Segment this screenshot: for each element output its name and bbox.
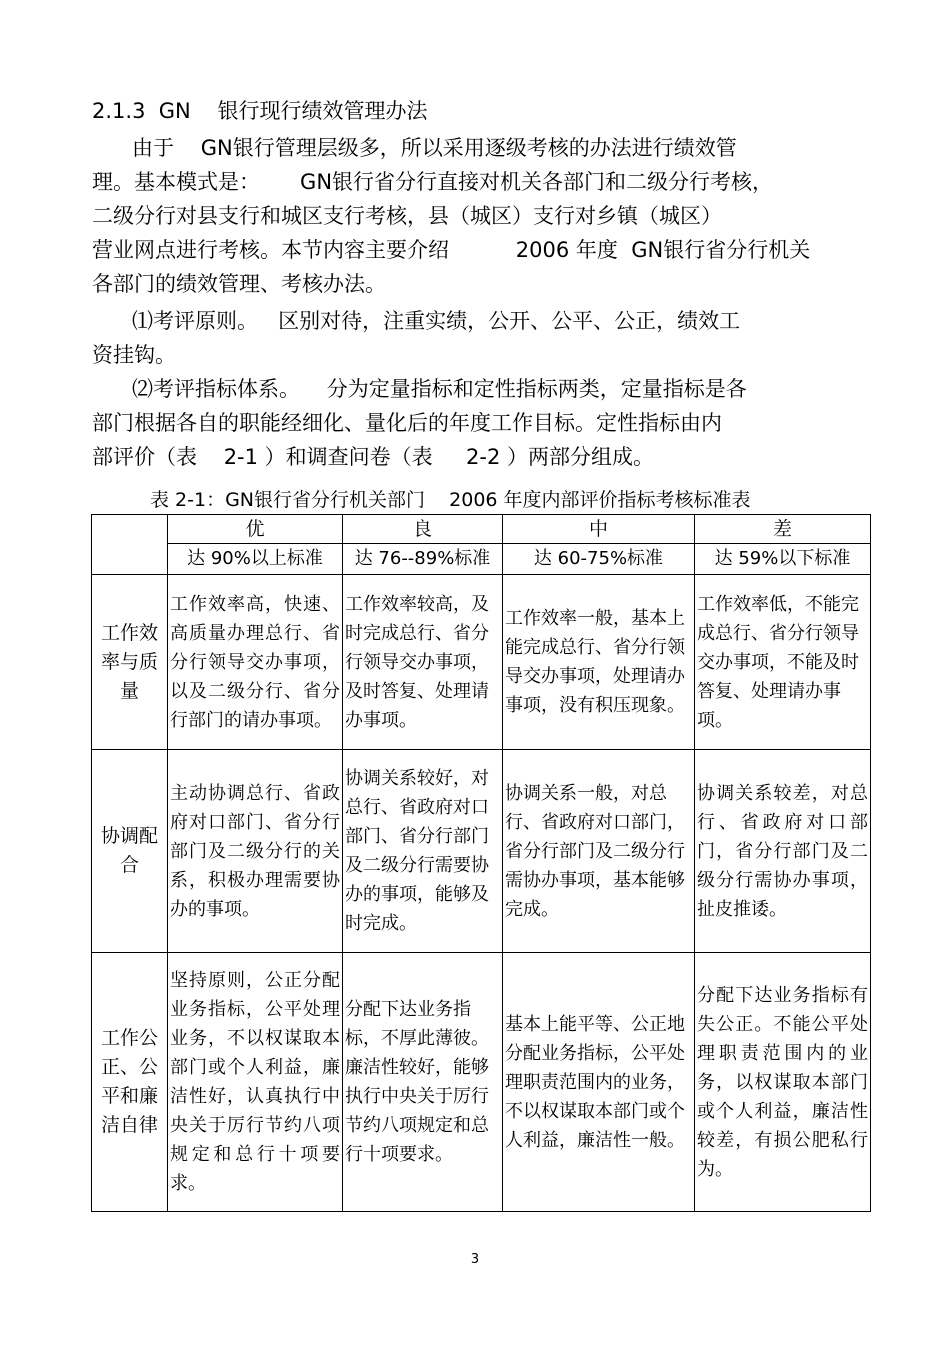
indicator-line: 部评价（表 2-1 ）和调查问卷（表 2-2 ）两部分组成。 (92, 445, 655, 469)
indicator-line: 部门根据各自的职能经细化、量化后的年度工作目标。定性指标由内 (92, 411, 722, 435)
row-label: 工作公正、公平和廉洁自律 (92, 953, 168, 1212)
principle-paragraph (92, 304, 852, 372)
principle-line: ⑴考评原则。 区别对待，注重实绩，公开、公平、公正，绩效工 (92, 309, 741, 333)
standard-header: 达 76--89%标准 (343, 544, 503, 575)
standard-header-row (92, 544, 871, 575)
row-label: 工作效率与质量 (92, 575, 168, 750)
intro-line: 理。基本模式是： GN银行省分行直接对机关各部门和二级分行考核， (92, 170, 774, 194)
table-cell: 分配下达业务指标有失公正。不能公平处理职责范围内的业务，以权谋取本部门或个人利益，廉洁性较差，有损公肥私行为。 (695, 953, 871, 1212)
grade-header: 良 (343, 515, 503, 544)
intro-line: 各部门的绩效管理、考核办法。 (92, 272, 386, 296)
grade-header: 优 (168, 515, 343, 544)
table-cell: 工作效率低，不能完成总行、省分行领导交办事项，不能及时答复、处理请办事项。 (695, 575, 871, 750)
indicator-line: ⑵考评指标体系。 分为定量指标和定性指标两类，定量指标是各 (92, 377, 747, 401)
table-row (92, 575, 871, 750)
intro-paragraph (92, 131, 852, 301)
table-cell: 基本上能平等、公正地分配业务指标，公平处理职责范围内的业务，不以权谋取本部门或个人利益，廉洁性一般。 (503, 953, 695, 1212)
indicator-paragraph (92, 372, 852, 474)
standard-header: 达 60-75%标准 (503, 544, 695, 575)
table-caption: 表 2-1：GN银行省分行机关部门 2006 年度内部评价指标考核标准表 (150, 489, 751, 511)
table-row (92, 750, 871, 953)
corner-cell (92, 515, 168, 575)
table-cell: 工作效率一般，基本上能完成总行、省分行领导交办事项，处理请办事项，没有积压现象。 (503, 575, 695, 750)
table-cell: 协调关系一般，对总行、省政府对口部门，省分行部门及二级分行需协办事项，基本能够完成。 (503, 750, 695, 953)
intro-line: 二级分行对县支行和城区支行考核，县（城区）支行对乡镇（城区） (92, 204, 722, 228)
page-number: 3 (470, 1252, 480, 1267)
intro-line: 由于 GN银行管理层级多，所以采用逐级考核的办法进行绩效管 (92, 136, 737, 160)
section-heading: 2.1.3 GN 银行现行绩效管理办法 (92, 99, 428, 123)
table-cell: 协调关系较好，对总行、省政府对口部门、省分行部门及二级分行需要协办的事项，能够及时完成。 (343, 750, 503, 953)
grade-header: 中 (503, 515, 695, 544)
standard-header: 达 90%以上标准 (168, 544, 343, 575)
standard-header: 达 59%以下标准 (695, 544, 871, 575)
table-cell: 协调关系较差，对总行、省政府对口部门，省分行部门及二级分行需协办事项，扯皮推诿。 (695, 750, 871, 953)
table-cell: 分配下达业务指标，不厚此薄彼。廉洁性较好，能够执行中央关于厉行节约八项规定和总行十项要求。 (343, 953, 503, 1212)
table-row (92, 953, 871, 1212)
evaluation-table (91, 514, 871, 1212)
table-cell: 工作效率高，快速、高质量办理总行、省分行领导交办事项，以及二级分行、省分行部门的请办事项。 (168, 575, 343, 750)
intro-line: 营业网点进行考核。本节内容主要介绍 2006 年度 GN银行省分行机关 (92, 238, 811, 262)
table-cell: 坚持原则，公正分配业务指标，公平处理业务，不以权谋取本部门或个人利益，廉洁性好，认真执行中央关于厉行节约八项规定和总行十项要求。 (168, 953, 343, 1212)
row-label: 协调配合 (92, 750, 168, 953)
grade-header-row (92, 515, 871, 544)
table-cell: 工作效率较高，及时完成总行、省分行领导交办事项，及时答复、处理请办事项。 (343, 575, 503, 750)
principle-line: 资挂钩。 (92, 343, 176, 367)
grade-header: 差 (695, 515, 871, 544)
table-cell: 主动协调总行、省政府对口部门、省分行部门及二级分行的关系，积极办理需要协办的事项。 (168, 750, 343, 953)
